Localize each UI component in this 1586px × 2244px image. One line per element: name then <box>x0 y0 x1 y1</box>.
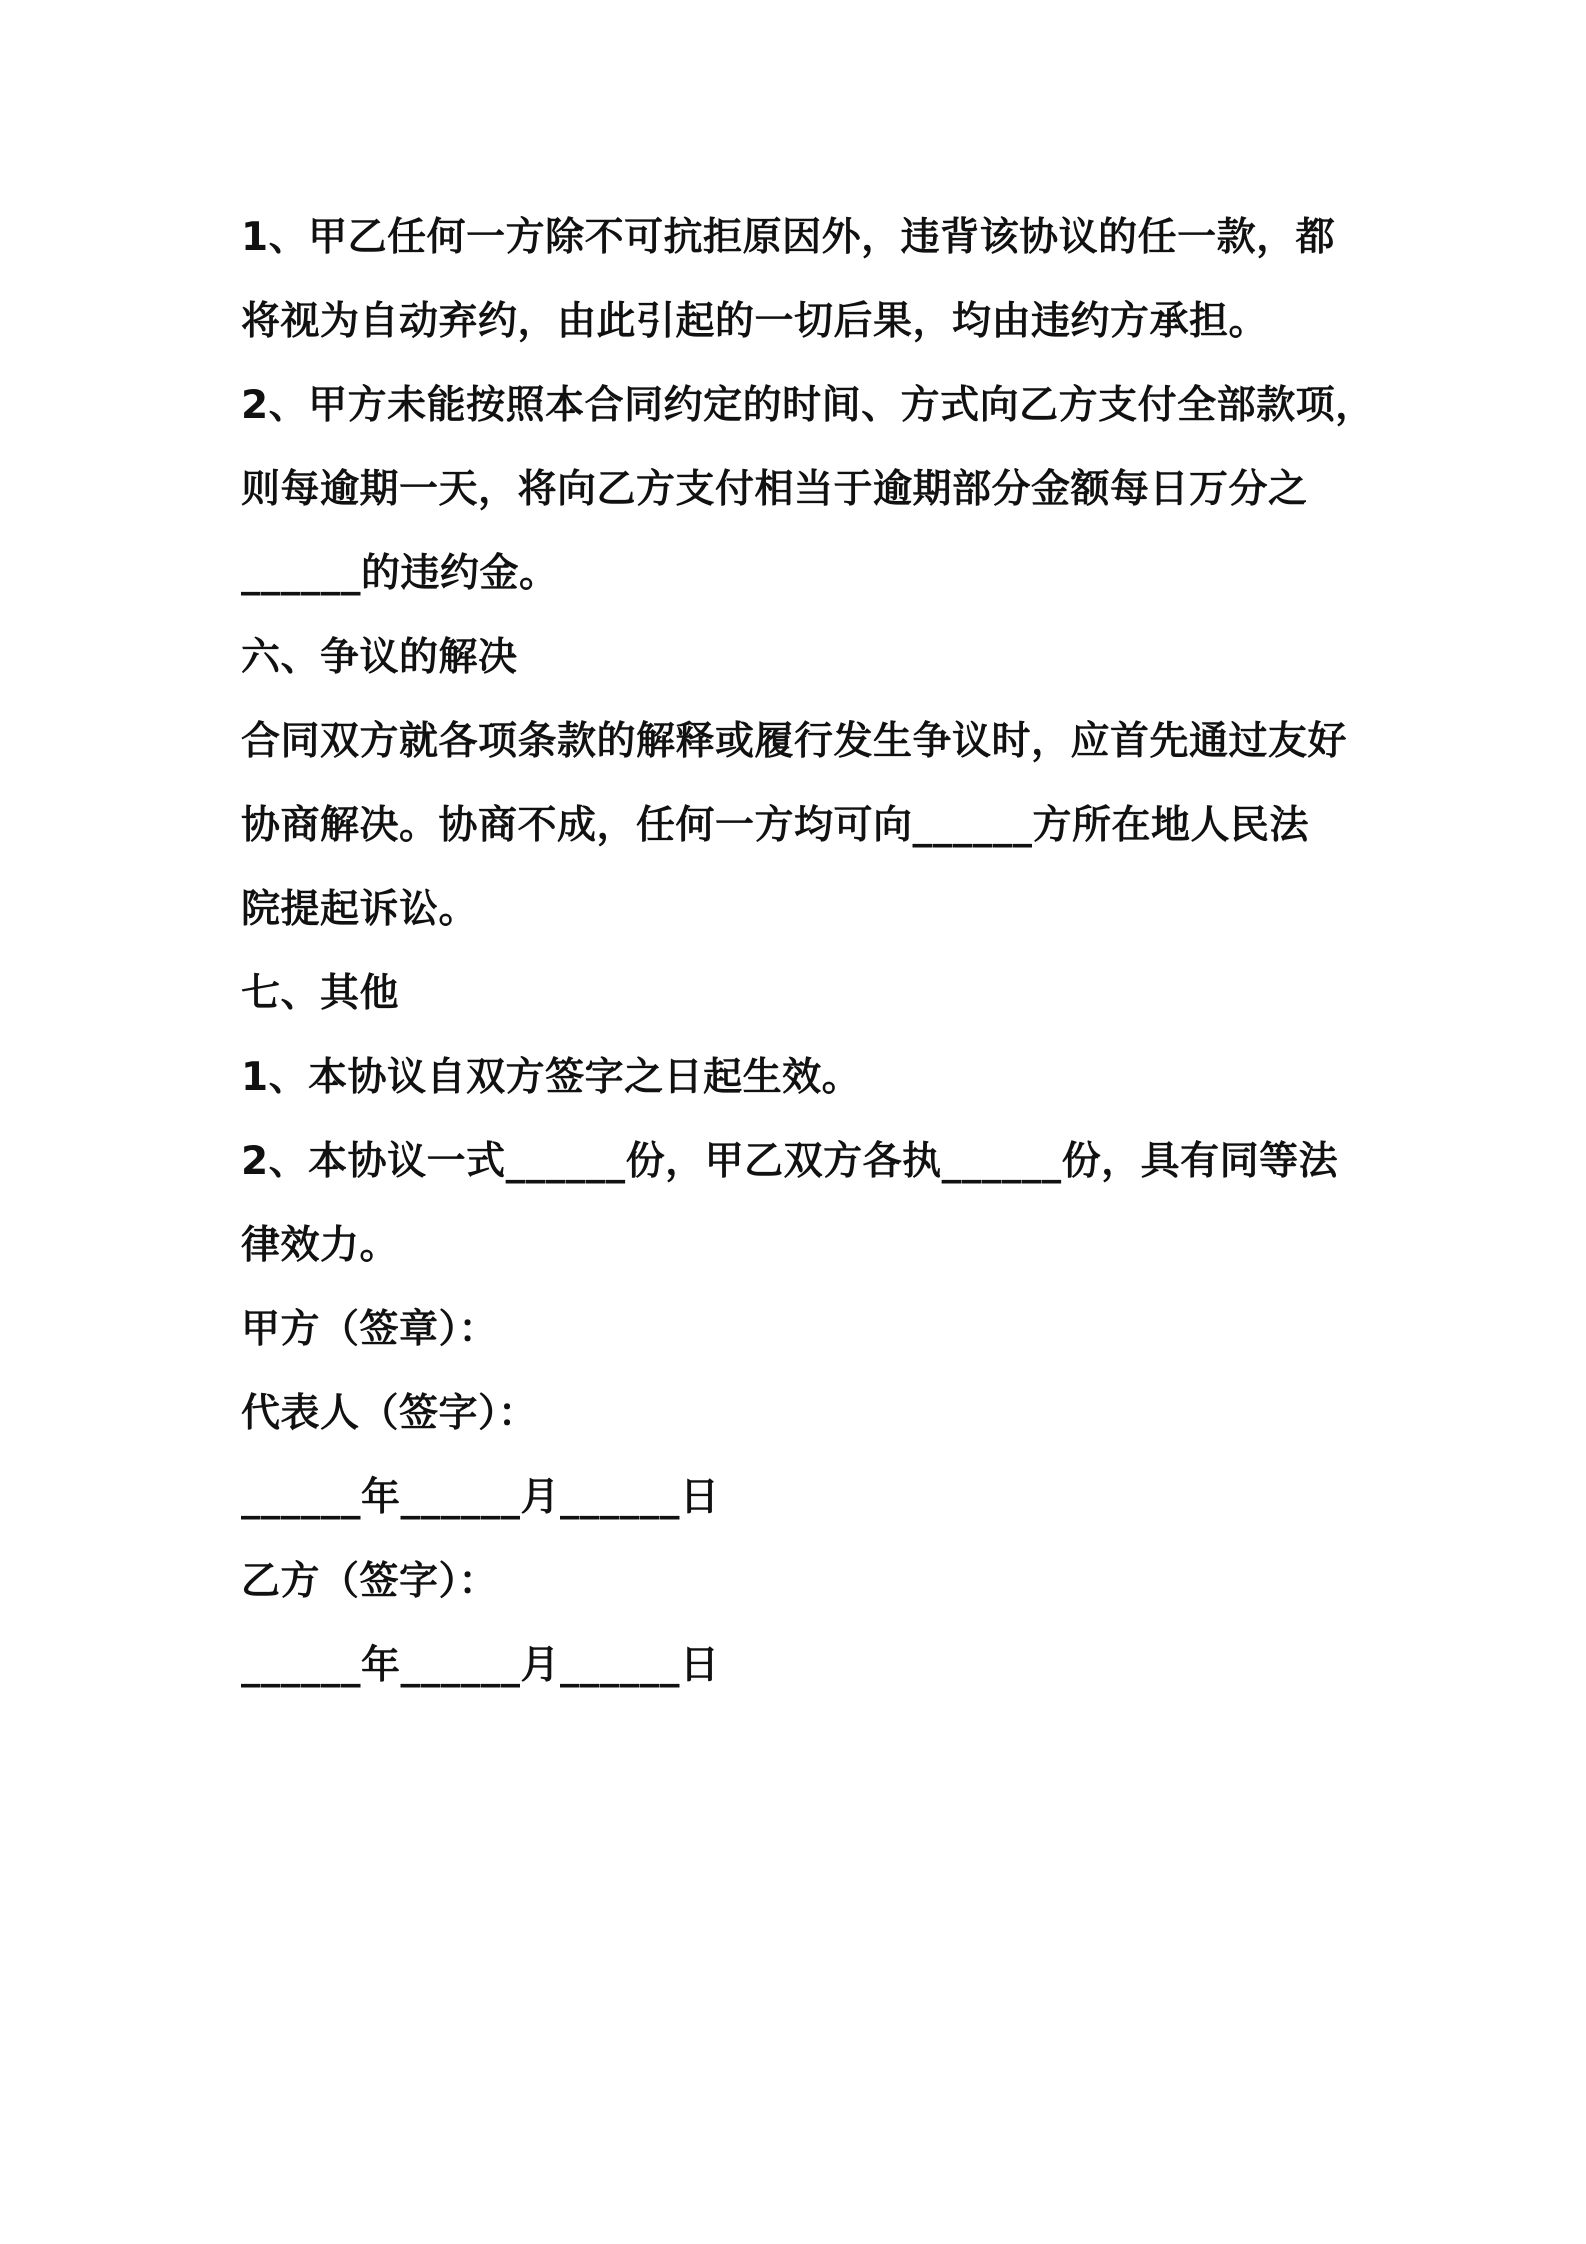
section-7-heading: 七、其他 <box>241 971 400 1016</box>
clause-5-1-line-2: 将视为自动弃约，由此引起的一切后果，均由违约方承担。 <box>241 299 1269 344</box>
clause-7-2-line-1: 2、本协议一式______份，甲乙双方各执______份，具有同等法 <box>241 1139 1339 1184</box>
representative-signature: 代表人（签字）： <box>241 1391 538 1436</box>
clause-7-1: 1、本协议自双方签字之日起生效。 <box>241 1055 862 1100</box>
section-6-line-3: 院提起诉讼。 <box>241 887 479 932</box>
party-a-date: ______年______月______日 <box>241 1475 720 1520</box>
section-6-line-1: 合同双方就各项条款的解释或履行发生争议时，应首先通过友好 <box>241 719 1348 764</box>
party-b-date: ______年______月______日 <box>241 1643 720 1688</box>
section-6-line-2: 协商解决。协商不成，任何一方均可向______方所在地人民法 <box>241 803 1310 848</box>
clause-5-2-line-3: ______的违约金。 <box>241 551 559 596</box>
clause-5-1-line-1: 1、甲乙任何一方除不可抗拒原因外，违背该协议的任一款，都 <box>241 215 1336 260</box>
party-b-signature: 乙方（签字）： <box>241 1559 499 1604</box>
party-a-seal: 甲方（签章）： <box>241 1307 499 1352</box>
section-6-heading: 六、争议的解决 <box>241 635 518 680</box>
clause-7-2-line-2: 律效力。 <box>241 1223 400 1268</box>
clause-5-2-line-1: 2、甲方未能按照本合同约定的时间、方式向乙方支付全部款项， <box>241 383 1375 428</box>
document-body <box>241 196 1375 1708</box>
clause-5-2-line-2: 则每逾期一天，将向乙方支付相当于逾期部分金额每日万分之 <box>241 467 1308 512</box>
